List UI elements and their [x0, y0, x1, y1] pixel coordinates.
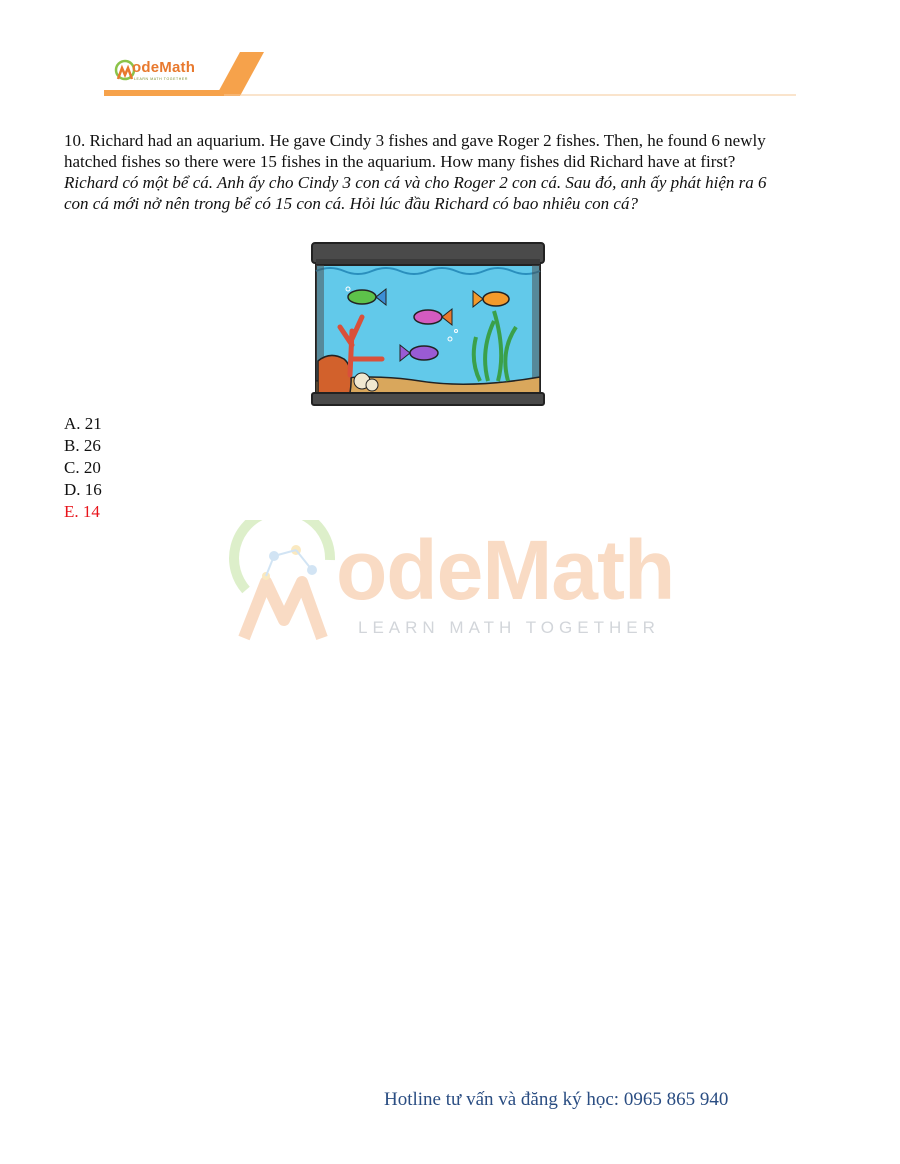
option-a: A. 21	[64, 414, 102, 433]
question-block	[64, 130, 794, 214]
logo-subtitle: LEARN MATH TOGETHER	[134, 77, 188, 81]
watermark-brain-icon	[226, 520, 346, 642]
watermark	[226, 520, 686, 650]
answer-options	[64, 413, 102, 523]
watermark-text: odeMath	[336, 523, 675, 617]
header-decoration	[104, 50, 796, 100]
question-vietnamese: Richard có một bể cá. Anh ấy cho Cindy 3 con cá và cho Roger 2 con cá. Sau đó, anh ấy phát hiện ra 6 con cá mới nở nên trong bể có 15 con cá. Hỏi lúc đầu Richard có bao nhiêu con cá?	[64, 173, 767, 213]
footer-hotline: Hotline tư vấn và đăng ký học: 0965 865 940	[384, 1089, 729, 1110]
question-english: 10. Richard had an aquarium. He gave Cindy 3 fishes and gave Roger 2 fishes. Then, he found 6 newly hatched fishes so there were 15 fishes in the aquarium. How many fishes did Richard have at first?	[64, 131, 766, 171]
aquarium-image	[310, 241, 546, 409]
page-header	[104, 50, 796, 100]
option-e-correct: E. 14	[64, 502, 100, 521]
option-c: C. 20	[64, 458, 101, 477]
watermark-subtitle: LEARN MATH TOGETHER	[358, 618, 660, 637]
option-d: D. 16	[64, 480, 102, 499]
logo-text: odeMath	[132, 59, 196, 76]
option-b: B. 26	[64, 436, 101, 455]
